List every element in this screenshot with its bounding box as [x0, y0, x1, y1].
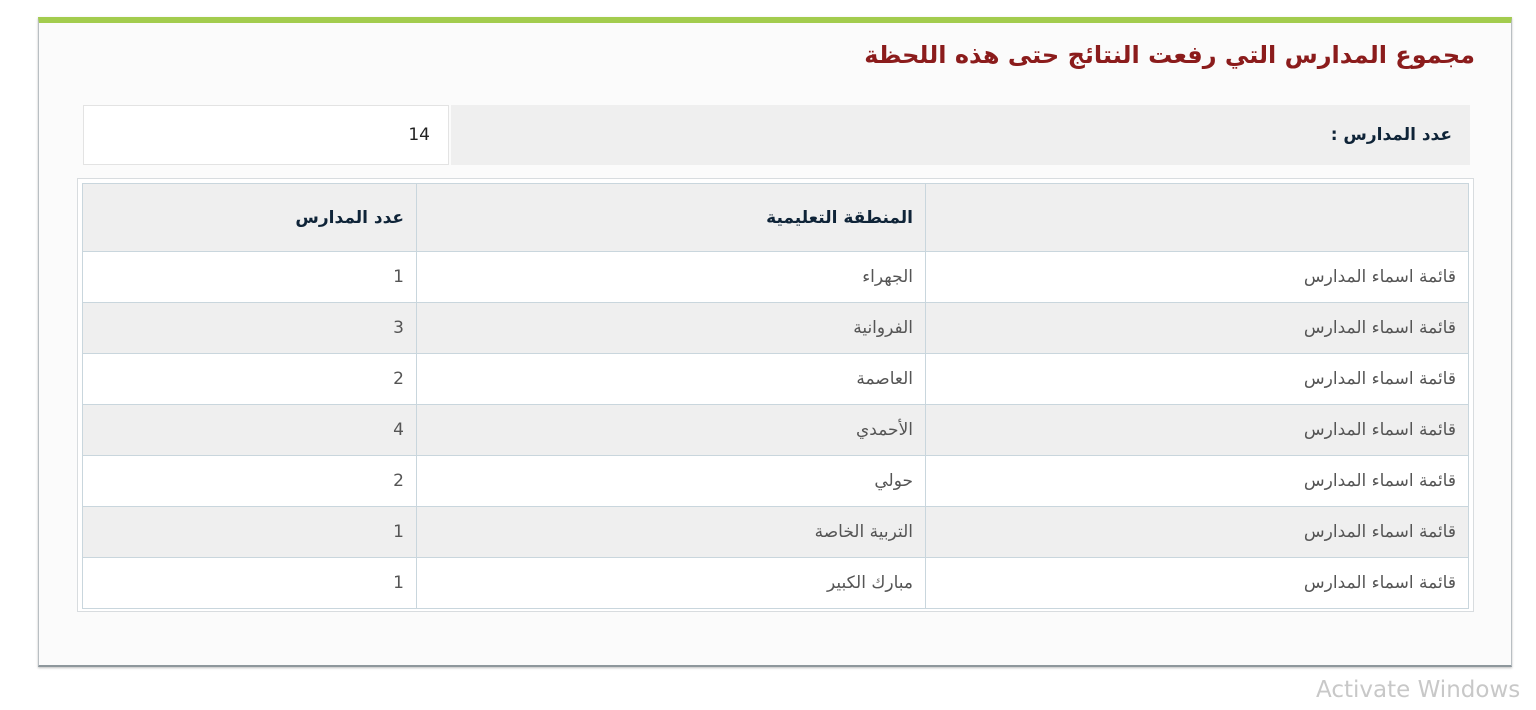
region-cell: العاصمة	[417, 354, 926, 405]
count-cell: 4	[83, 405, 417, 456]
results-panel	[38, 17, 1512, 667]
school-list-link[interactable]: قائمة اسماء المدارس	[926, 507, 1469, 558]
count-cell: 2	[83, 354, 417, 405]
table-header-row	[83, 184, 1469, 252]
table-row	[83, 252, 1469, 303]
school-list-link[interactable]: قائمة اسماء المدارس	[926, 252, 1469, 303]
region-cell: الفروانية	[417, 303, 926, 354]
count-cell: 1	[83, 507, 417, 558]
count-cell: 2	[83, 456, 417, 507]
school-count-label: عدد المدارس :	[451, 105, 1470, 165]
header-link	[926, 184, 1469, 252]
region-cell: الأحمدي	[417, 405, 926, 456]
table-row	[83, 456, 1469, 507]
table-row	[83, 354, 1469, 405]
school-list-link[interactable]: قائمة اسماء المدارس	[926, 303, 1469, 354]
school-list-link[interactable]: قائمة اسماء المدارس	[926, 354, 1469, 405]
header-region: المنطقة التعليمية	[417, 184, 926, 252]
regions-table-container	[77, 178, 1474, 612]
school-list-link[interactable]: قائمة اسماء المدارس	[926, 456, 1469, 507]
regions-table	[82, 183, 1469, 609]
panel-title: مجموع المدارس التي رفعت النتائج حتى هذه اللحظة	[864, 41, 1475, 69]
count-cell: 1	[83, 252, 417, 303]
school-count-value: 14	[83, 105, 449, 165]
activate-windows-watermark: Activate Windows	[1316, 677, 1521, 703]
header-count: عدد المدارس	[83, 184, 417, 252]
table-row	[83, 558, 1469, 609]
school-list-link[interactable]: قائمة اسماء المدارس	[926, 405, 1469, 456]
region-cell: مبارك الكبير	[417, 558, 926, 609]
table-row	[83, 303, 1469, 354]
count-cell: 1	[83, 558, 417, 609]
table-row	[83, 405, 1469, 456]
school-count-summary	[83, 105, 1470, 165]
region-cell: حولي	[417, 456, 926, 507]
school-list-link[interactable]: قائمة اسماء المدارس	[926, 558, 1469, 609]
region-cell: الجهراء	[417, 252, 926, 303]
region-cell: التربية الخاصة	[417, 507, 926, 558]
table-row	[83, 507, 1469, 558]
count-cell: 3	[83, 303, 417, 354]
